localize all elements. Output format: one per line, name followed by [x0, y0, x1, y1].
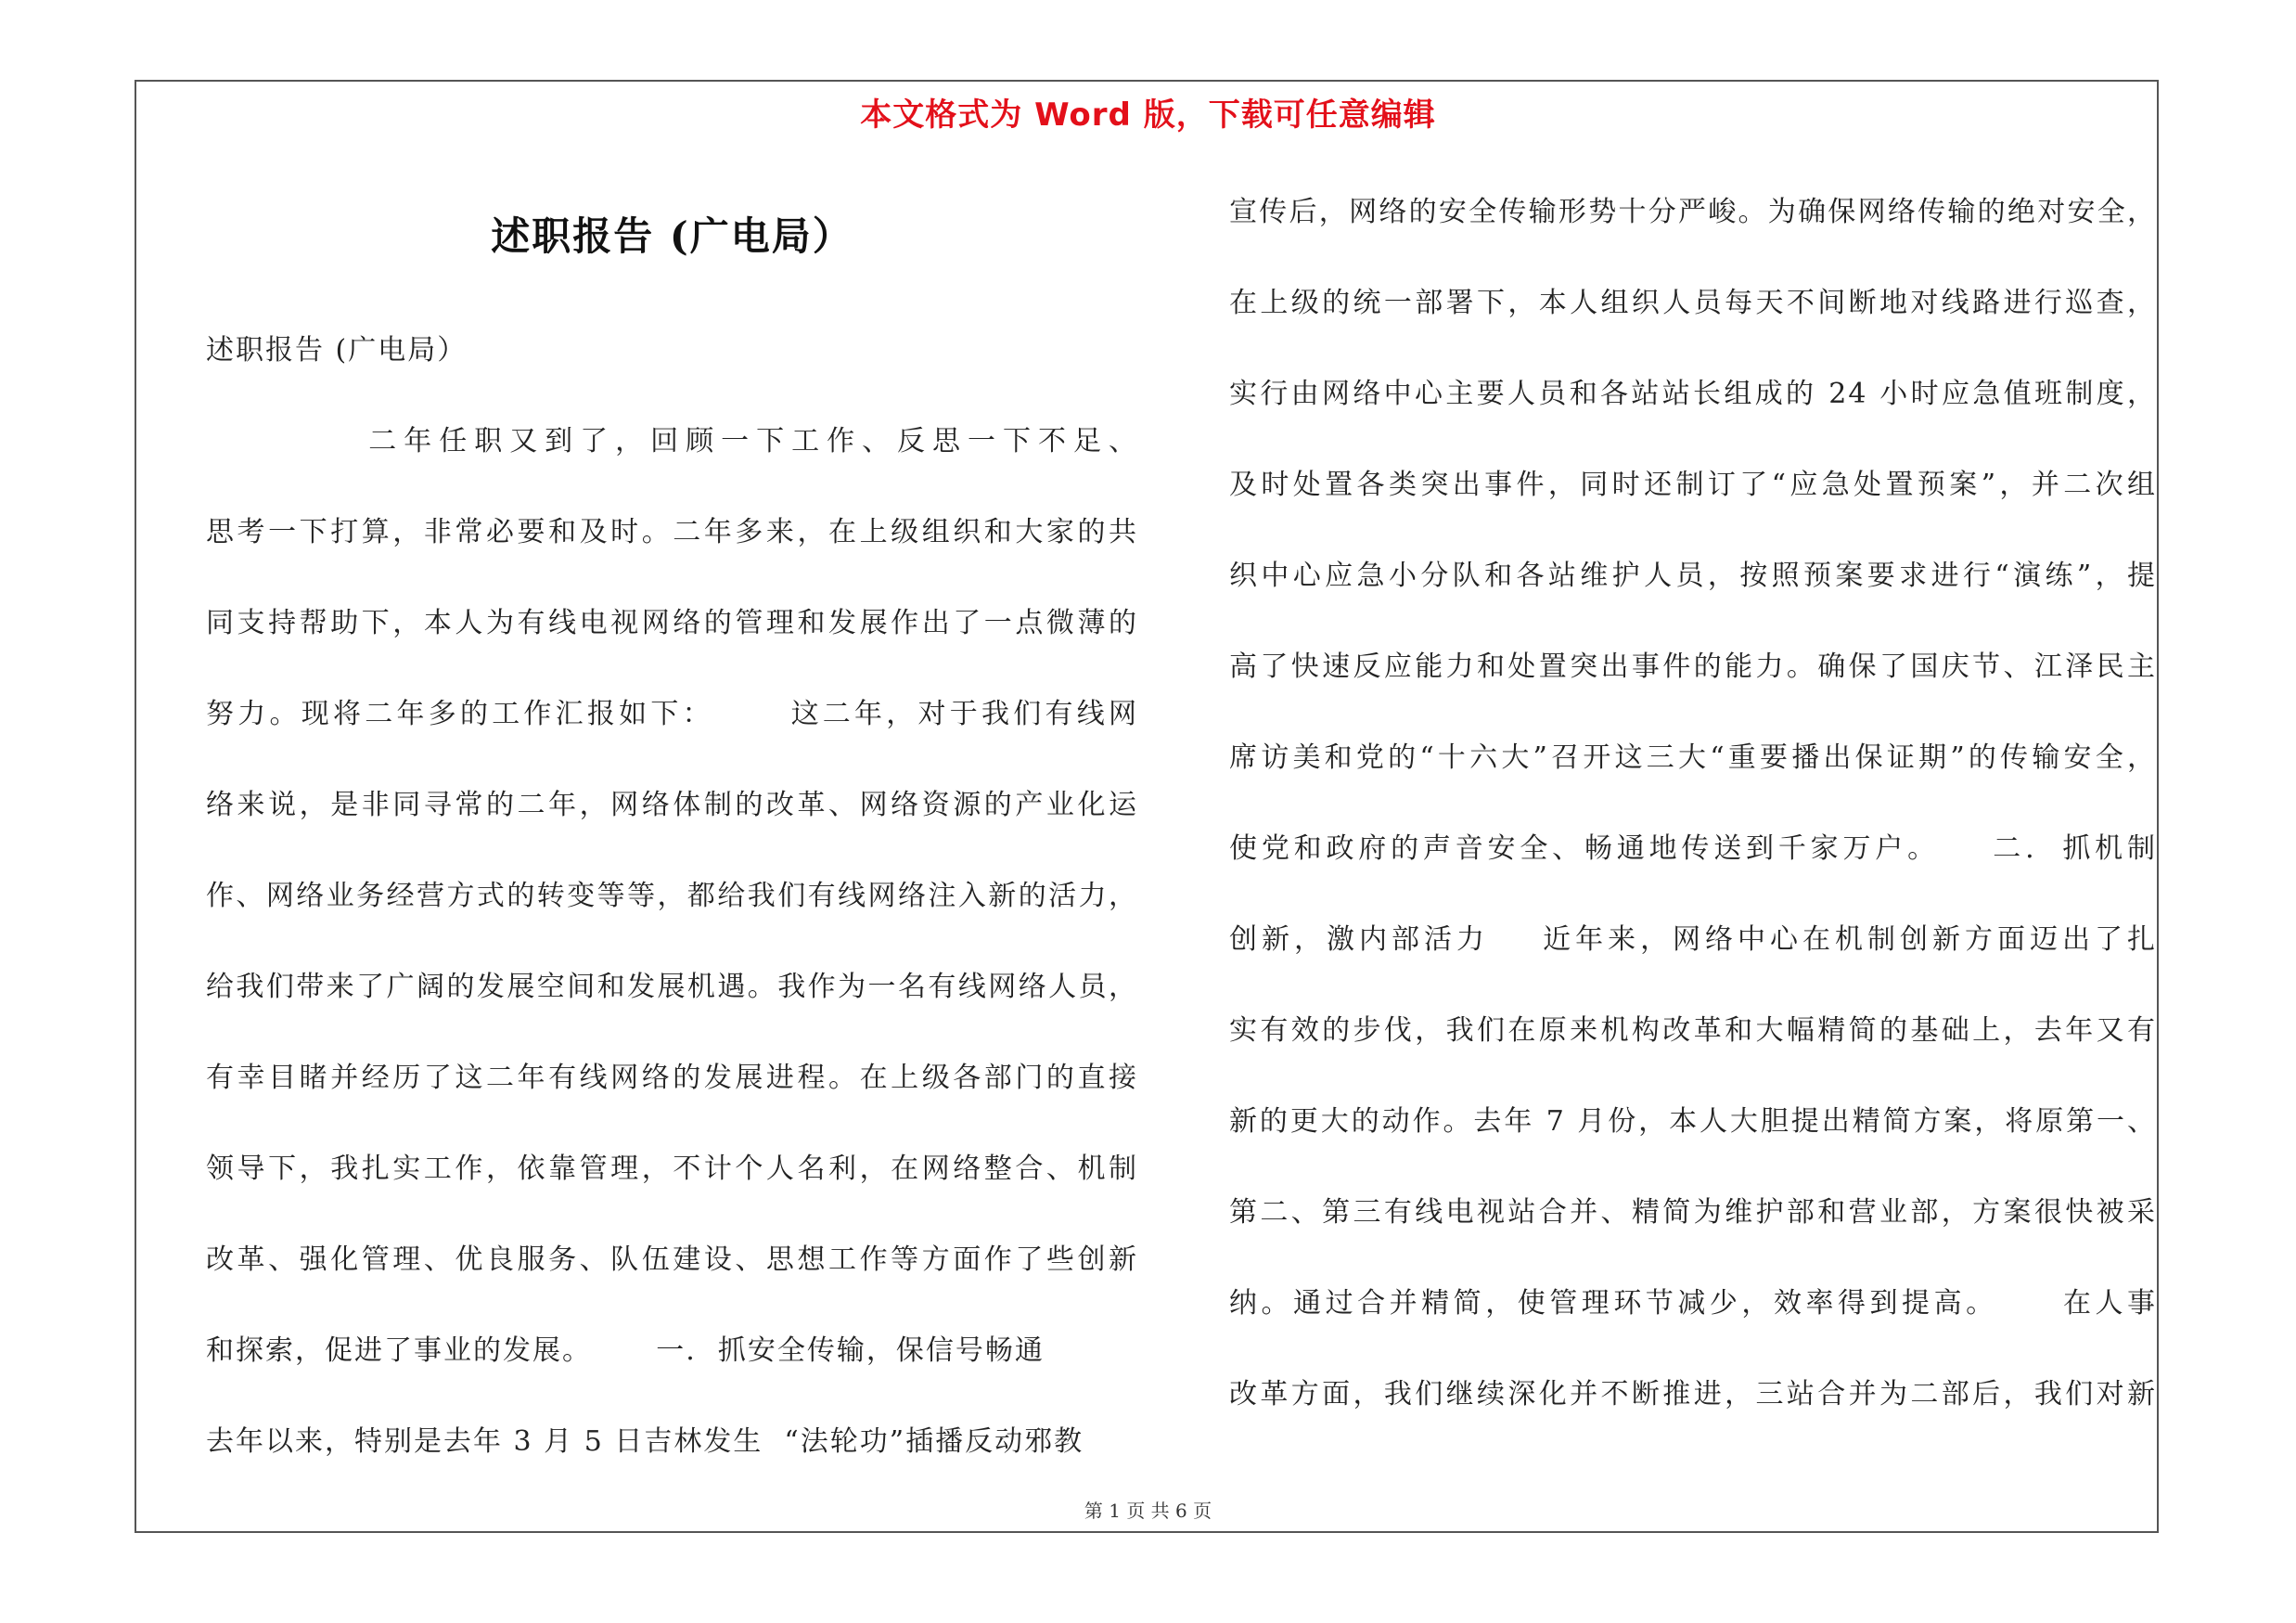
text-line: 作、网络业务经营方式的转变等等，都给我们有线网络注入新的活力， [206, 880, 1138, 912]
text-line: 述职报告 (广电局） [206, 334, 468, 367]
text-line: 二年任职又到了，回顾一下工作、反思一下不足、 [206, 425, 1138, 457]
format-banner: 本文格式为 Word 版，下载可任意编辑 [860, 97, 1436, 134]
text-line: 实行由网络中心主要人员和各站站长组成的 24 小时应急值班制度， [1229, 378, 2157, 410]
text-line: 在上级的统一部署下，本人组织人员每天不间断地对线路进行巡查， [1229, 287, 2157, 319]
text-line: 宣传后，网络的安全传输形势十分严峻。为确保网络传输的绝对安全， [1229, 196, 2157, 228]
text-line: 去年以来，特别是去年 3 月 5 日吉林发生 “法轮功”插播反动邪教 [206, 1425, 1084, 1458]
text-line: 有幸目睹并经历了这二年有线网络的发展进程。在上级各部门的直接 [206, 1062, 1138, 1094]
text-line: 高了快速反应能力和处置突出事件的能力。确保了国庆节、江泽民主 [1229, 650, 2157, 683]
text-line: 实有效的步伐，我们在原来机构改革和大幅精简的基础上，去年又有 [1229, 1014, 2157, 1047]
text-line: 努力。现将二年多的工作汇报如下： 这二年，对于我们有线网 [206, 698, 1138, 730]
text-line: 第二、第三有线电视站合并、精简为维护部和营业部，方案很快被采 [1229, 1196, 2157, 1229]
text-line: 和探索，促进了事业的发展。 一. 抓安全传输，保信号畅通 [206, 1334, 1045, 1367]
text-line: 改革、强化管理、优良服务、队伍建设、思想工作等方面作了些创新 [206, 1243, 1138, 1276]
text-line: 新的更大的动作。去年 7 月份，本人大胆提出精简方案，将原第一、 [1229, 1105, 2157, 1138]
text-line: 改革方面，我们继续深化并不断推进，三站合并为二部后，我们对新 [1229, 1378, 2157, 1410]
page-number-footer: 第 1 页 共 6 页 [1084, 1500, 1212, 1522]
text-line: 思考一下打算，非常必要和及时。二年多来，在上级组织和大家的共 [206, 516, 1138, 548]
text-line: 同支持帮助下，本人为有线电视网络的管理和发展作出了一点微薄的 [206, 607, 1138, 639]
text-line: 创新，激内部活力 近年来，网络中心在机制创新方面迈出了扎 [1229, 923, 2157, 956]
text-line: 给我们带来了广阔的发展空间和发展机遇。我作为一名有线网络人员， [206, 971, 1138, 1003]
text-line: 织中心应急小分队和各站维护人员，按照预案要求进行“演练”，提 [1229, 560, 2157, 592]
text-line: 络来说，是非同寻常的二年，网络体制的改革、网络资源的产业化运 [206, 789, 1138, 821]
document-title: 述职报告 (广电局） [491, 213, 853, 259]
text-line: 使党和政府的声音安全、畅通地传送到千家万户。 二. 抓机制 [1229, 832, 2157, 865]
text-line: 纳。通过合并精简，使管理环节减少，效率得到提高。 在人事 [1229, 1287, 2157, 1320]
text-line: 席访美和党的“十六大”召开这三大“重要播出保证期”的传输安全， [1229, 741, 2157, 774]
text-line: 及时处置各类突出事件，同时还制订了“应急处置预案”，并二次组 [1229, 469, 2157, 501]
text-line: 领导下，我扎实工作，依靠管理，不计个人名利，在网络整合、机制 [206, 1153, 1138, 1185]
